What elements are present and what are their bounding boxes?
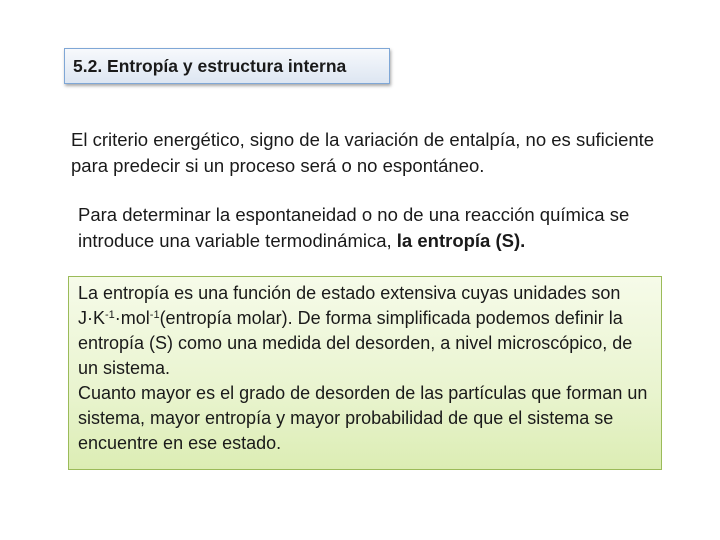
section-title: 5.2. Entropía y estructura interna [73,55,347,76]
definition-box [68,276,662,470]
entropy-intro-paragraph [78,202,678,254]
unit-exponent-k: -1 [105,309,115,321]
entropy-intro-text: Para determinar la espontaneidad o no de una reacción química se introduce una variable termodinámica, [78,204,630,251]
definition-paragraph [78,281,655,381]
intro-paragraph: El criterio energético, signo de la variación de entalpía, no es suficiente para predecir si un proceso será o no espontáneo. [71,129,655,176]
section-title-box [64,48,390,84]
unit-exponent-mol: -1 [149,309,160,321]
entropy-term: la entropía (S). [396,230,526,251]
definition-text-end: (entropía molar). De forma simplificada podemos definir la entropía (S) como una medida del desorden, a nivel microscópico, de un sistema. [78,308,633,378]
disorder-paragraph: Cuanto mayor es el grado de desorden de las partículas que forman un sistema, mayor entropía y mayor probabilidad de que el sistema se encuentre en ese estado. [78,383,648,453]
unit-mol: ·mol [114,308,150,328]
definition-text-start: La entropía es una función de estado extensiva cuyas unidades son J·K [78,283,621,328]
